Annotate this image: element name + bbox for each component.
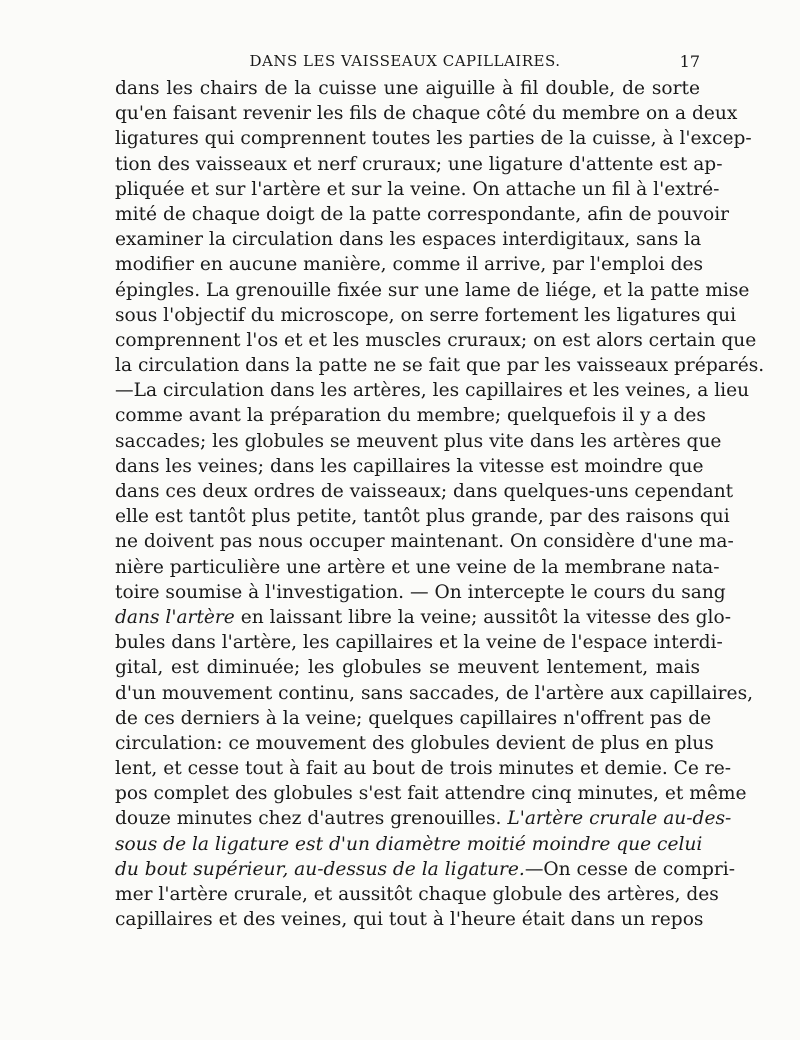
text-segment: saccades; les globules se meuvent plus vite dans les artères que bbox=[115, 430, 722, 452]
text-segment: douze minutes chez d'autres grenouilles. bbox=[115, 808, 508, 830]
text-line bbox=[115, 252, 704, 277]
text-line bbox=[115, 630, 723, 655]
text-segment: de ces derniers à la veine; quelques capillaires n'offrent pas de bbox=[115, 707, 712, 729]
text-line bbox=[115, 303, 737, 328]
text-segment: en laissant libre la veine; aussitôt la vitesse des glo- bbox=[234, 606, 731, 628]
text-segment: —On cesse de compri- bbox=[524, 858, 736, 880]
text-line bbox=[115, 731, 714, 756]
text-line bbox=[115, 403, 706, 428]
text-line bbox=[115, 126, 752, 151]
text-line bbox=[115, 580, 726, 605]
text-segment: sous l'objectif du microscope, on serre fortement les ligatures qui bbox=[115, 304, 737, 326]
text-segment: mer l'artère crurale, et aussitôt chaque globule des artères, des bbox=[115, 884, 719, 905]
running-head: DANS LES VAISSEAUX CAPILLAIRES. bbox=[249, 52, 561, 70]
text-line bbox=[115, 227, 700, 252]
text-segment: —La circulation dans les artères, les capillaires et les veines, a lieu bbox=[115, 380, 750, 402]
text-segment: examiner la circulation dans les espaces interdigitaux, sans la bbox=[115, 229, 702, 251]
text-segment: tion des vaisseaux et nerf cruraux; une ligature d'attente est ap- bbox=[115, 153, 723, 175]
text-segment: modifier en aucune manière, comme il arrive, par l'emploi des bbox=[115, 254, 704, 276]
text-line bbox=[115, 882, 719, 907]
text-line bbox=[115, 655, 700, 680]
text-segment: lent, et cesse tout à fait au bout de trois minutes et demie. Ce re- bbox=[115, 758, 731, 780]
text-line bbox=[115, 454, 704, 479]
italic-text: sous de la ligature est d'un diamètre moitié moindre que celui bbox=[115, 833, 703, 855]
text-line bbox=[115, 177, 720, 202]
page-header bbox=[110, 50, 700, 74]
text-segment: comprennent l'os et et les muscles cruraux; on est alors certain que bbox=[115, 329, 757, 351]
text-line bbox=[115, 278, 750, 303]
text-segment: elle est tantôt plus petite, tantôt plus grande, par des raisons qui bbox=[115, 506, 730, 528]
text-line bbox=[115, 605, 731, 630]
text-line bbox=[115, 756, 731, 781]
body-text bbox=[115, 76, 765, 932]
text-segment: mité de chaque doigt de la patte correspondante, afin de pouvoir bbox=[115, 203, 730, 225]
text-line bbox=[115, 529, 734, 554]
text-segment: dans ces deux ordres de vaisseaux; dans quelques-uns cependant bbox=[115, 481, 734, 502]
page-number: 17 bbox=[679, 52, 700, 71]
italic-text: du bout supérieur, au-dessus de la ligature. bbox=[115, 858, 525, 880]
italic-text: L'artère crurale au-des- bbox=[507, 808, 732, 830]
text-segment: circulation: ce mouvement des globules devient de plus en plus bbox=[115, 732, 714, 754]
text-line bbox=[115, 328, 757, 353]
text-segment: nière particulière une artère et une veine de la membrane nata- bbox=[115, 556, 720, 578]
text-line bbox=[115, 378, 750, 403]
text-line bbox=[115, 353, 765, 378]
text-segment: toire soumise à l'investigation. — On intercepte le cours du sang bbox=[115, 581, 726, 603]
text-line bbox=[115, 781, 747, 806]
text-segment: qu'en faisant revenir les fils de chaque côté du membre on a deux bbox=[115, 103, 738, 125]
italic-text: dans l'artère bbox=[115, 606, 235, 628]
text-segment: pliquée et sur l'artère et sur la veine. On attache un fil à l'extré- bbox=[115, 178, 720, 200]
text-line bbox=[115, 806, 732, 831]
text-line bbox=[115, 76, 700, 101]
text-line bbox=[115, 706, 712, 731]
text-segment: pos complet des globules s'est fait attendre cinq minutes, et même bbox=[115, 783, 747, 805]
text-line bbox=[115, 832, 703, 857]
text-line bbox=[115, 479, 734, 504]
text-line bbox=[115, 429, 722, 454]
text-segment: ligatures qui comprennent toutes les parties de la cuisse, à l'excep- bbox=[115, 128, 752, 150]
text-line bbox=[115, 101, 738, 126]
text-segment: ne doivent pas nous occuper maintenant. On considère d'une ma- bbox=[115, 531, 734, 553]
text-segment: comme avant la préparation du membre; quelquefois il y a des bbox=[115, 405, 706, 427]
text-line bbox=[115, 504, 730, 529]
text-segment: dans les veines; dans les capillaires la vitesse est moindre que bbox=[115, 455, 704, 477]
text-segment: gital, est diminuée; les globules se meuvent lentement, mais bbox=[115, 657, 700, 679]
text-segment: capillaires et des veines, qui tout à l'heure était dans un repos bbox=[115, 909, 704, 931]
text-segment: d'un mouvement continu, sans saccades, de l'artère aux capillaires, bbox=[115, 682, 754, 704]
text-line bbox=[115, 555, 720, 580]
text-segment: bules dans l'artère, les capillaires et la veine de l'espace interdi- bbox=[115, 632, 723, 654]
text-line bbox=[115, 202, 730, 227]
text-line bbox=[115, 152, 723, 177]
text-line bbox=[115, 857, 736, 882]
text-segment: dans les chairs de la cuisse une aiguille à fil double, de sorte bbox=[115, 78, 700, 99]
text-segment: la circulation dans la patte ne se fait que par les vaisseaux préparés. bbox=[115, 355, 765, 377]
text-line bbox=[115, 907, 704, 932]
text-line bbox=[115, 681, 754, 706]
text-segment: épingles. La grenouille fixée sur une lame de liége, et la patte mise bbox=[115, 279, 750, 301]
